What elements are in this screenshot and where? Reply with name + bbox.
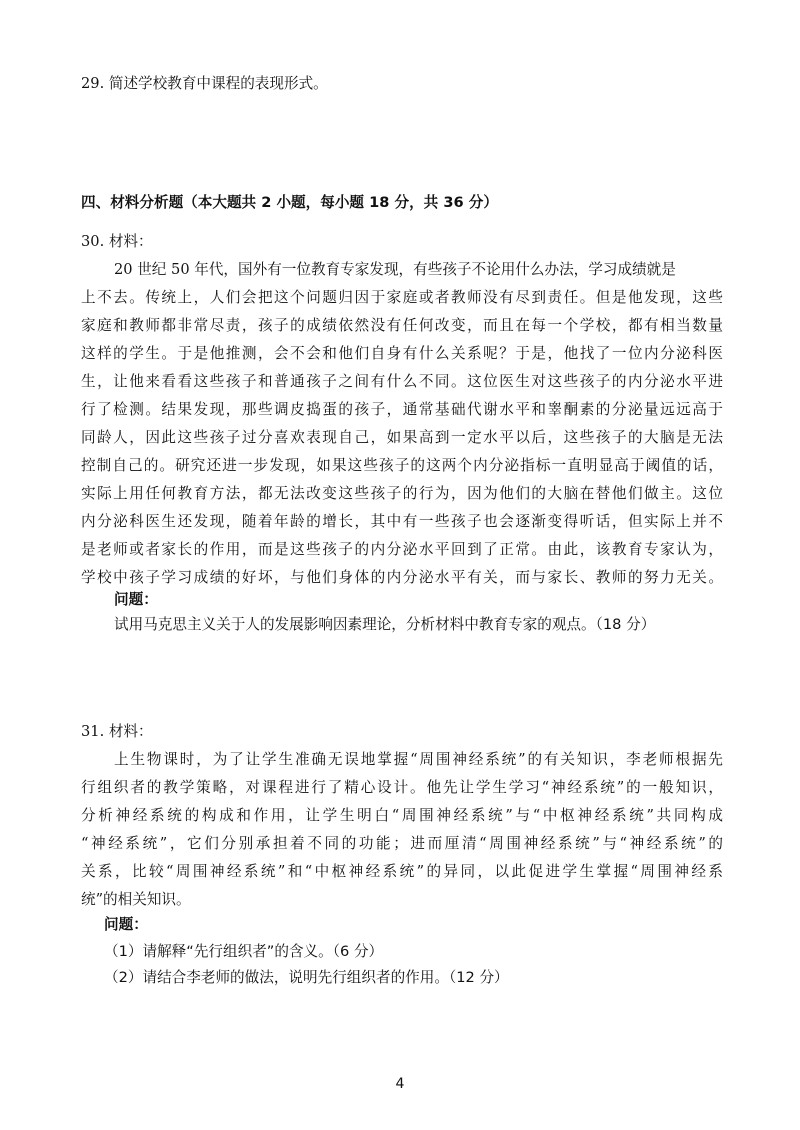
material-30-line: 这样的学生。于是他推测，会不会和他们自身有什么关系呢？于是，他找了一位内分泌科医 — [81, 345, 723, 362]
section-heading: 四、材料分析题（本大题共 2 小题，每小题 18 分，共 36 分） — [81, 194, 498, 211]
material-31-line: 上生物课时，为了让学生准确无误地掌握“周围神经系统”的有关知识，李老师根据先 — [114, 751, 723, 768]
page-number: 4 — [395, 1076, 405, 1092]
question-30-prompt: 试用马克思主义关于人的发展影响因素理论，分析材料中教育专家的观点。（18 分） — [114, 616, 656, 633]
material-31-line: 关系，比较“周围神经系统”和“中枢神经系统”的异同，以此促进学生掌握“周围神经系 — [81, 863, 723, 880]
material-30-line: 20 世纪 50 年代，国外有一位教育专家发现，有些孩子不论用什么办法，学习成绩就是 — [114, 261, 676, 278]
material-30-line: 上不去。传统上，人们会把这个问题归因于家庭或者教师没有尽到责任。但是他发现，这些 — [81, 289, 723, 306]
material-30-line: 同龄人，因此这些孩子过分喜欢表现自己，如果高到一定水平以后，这些孩子的大脑是无法 — [81, 429, 723, 446]
material-30-line: 是老师或者家长的作用，而是这些孩子的内分泌水平回到了正常。由此，该教育专家认为， — [81, 541, 723, 558]
material-30-line: 内分泌科医生还发现，随着年龄的增长，其中有一些孩子也会逐渐变得听话，但实际上并不 — [81, 513, 723, 530]
material-30-line: 家庭和教师都非常尽责，孩子的成绩依然没有任何改变，而且在每一个学校，都有相当数量 — [81, 317, 723, 334]
question-31-prompt-label: 问题： — [104, 916, 148, 933]
material-31-line: “神经系统”，它们分别承担着不同的功能；进而厘清“周围神经系统”与“神经系统”的 — [81, 835, 723, 852]
question-30-label: 30. 材料： — [81, 233, 153, 250]
material-30-line: 实际上用任何教育方法，都无法改变这些孩子的行为，因为他们的大脑在替他们做主。这位 — [81, 485, 723, 502]
material-31-line: 行组织者的教学策略，对课程进行了精心设计。他先让学生学习“神经系统”的一般知识， — [81, 779, 723, 796]
question-31-label: 31. 材料： — [81, 723, 153, 740]
question-29: 29. 简述学校教育中课程的表现形式。 — [81, 75, 328, 92]
question-31-sub-question: （1）请解释“先行组织者”的含义。（6 分） — [104, 943, 384, 960]
material-31-line: 统”的相关知识。 — [81, 891, 191, 908]
material-30-line: 控制自己的。研究还进一步发现，如果这些孩子的这两个内分泌指标一直明显高于阈值的话， — [81, 457, 723, 474]
material-30-line: 生，让他来看看这些孩子和普通孩子之间有什么不同。这位医生对这些孩子的内分泌水平进 — [81, 373, 723, 390]
material-30-line: 学校中孩子学习成绩的好坏，与他们身体的内分泌水平有关，而与家长、教师的努力无关。 — [81, 569, 723, 586]
material-31-line: 分析神经系统的构成和作用，让学生明白“周围神经系统”与“中枢神经系统”共同构成 — [81, 807, 723, 824]
material-30-line: 行了检测。结果发现，那些调皮捣蛋的孩子，通常基础代谢水平和睾酮素的分泌量远远高于 — [81, 401, 723, 418]
question-30-prompt-label: 问题： — [114, 591, 158, 608]
question-31-sub-question: （2）请结合李老师的做法，说明先行组织者的作用。（12 分） — [104, 969, 509, 986]
